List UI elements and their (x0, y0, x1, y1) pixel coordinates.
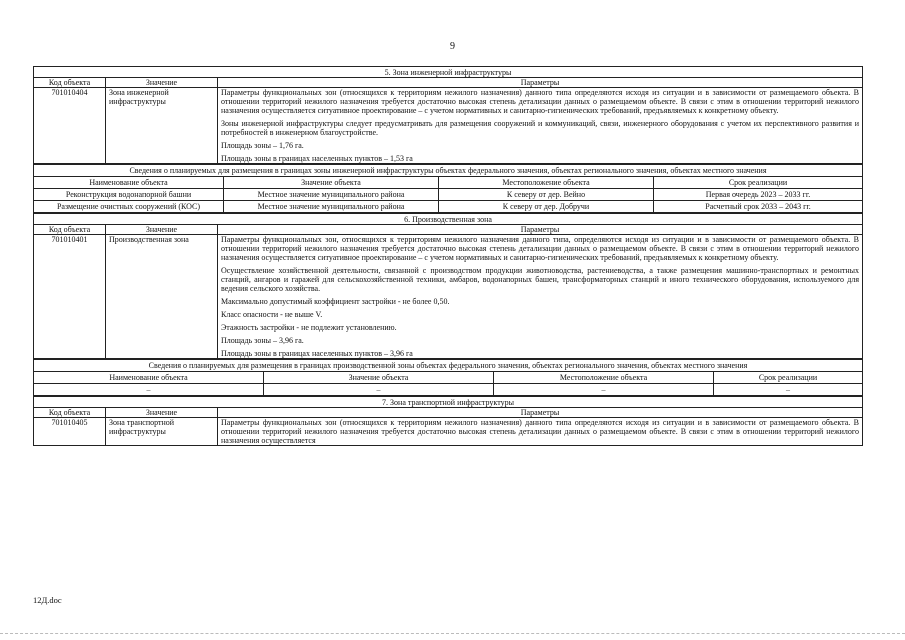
table-row (34, 201, 863, 213)
object-code: 701010401 (34, 235, 106, 359)
zone-table-transport (33, 396, 863, 446)
plan-cell-name: – (34, 384, 264, 396)
planned-objects-table-production (33, 359, 863, 396)
plan-cell-location: К северу от дер. Вейно (439, 189, 654, 201)
plan-cell-name: Реконструкция водонапорной башни (34, 189, 224, 201)
plan-cell-location: – (494, 384, 714, 396)
object-code: 701010405 (34, 418, 106, 446)
plan-header-location: Местоположение объекта (494, 372, 714, 384)
param-paragraph: Зоны инженерной инфраструктуры следует предусматривать для размещения сооружений и коммуникаций, связи, инженерного оборудования с учетом их перспективного развития и потребностей в инженерном благоустройстве. (221, 119, 859, 137)
footer-filename: 12Д.doc (33, 595, 62, 605)
column-header-params: Параметры (218, 78, 863, 88)
page-edge-divider (0, 633, 905, 634)
zone-value: Производственная зона (106, 235, 218, 359)
section-title: 6. Производственная зона (34, 214, 863, 225)
column-header-value: Значение (106, 78, 218, 88)
column-header-params: Параметры (218, 408, 863, 418)
plan-cell-significance: – (264, 384, 494, 396)
column-header-code: Код объекта (34, 225, 106, 235)
plan-cell-term: – (714, 384, 863, 396)
plan-cell-term: Первая очередь 2023 – 2033 гг. (654, 189, 863, 201)
column-header-code: Код объекта (34, 408, 106, 418)
param-paragraph: Параметры функциональных зон (относящихся к территориям нежилого назначения) данного типа определяются исходя из ситуации и в зависимости от размещаемого объекта. В отношении территорий нежилого назначения требуется достаточно высокая степень детализации данных о размещаемом объекте. В связи с этим в отношении территорий нежилого назначения осуществляется (221, 418, 859, 445)
param-paragraph: Параметры функциональных зон (относящихся к территориям нежилого назначения) данного типа определяются исходя из ситуации и в зависимости от размещаемого объекта. В отношении территорий нежилого назначения требуется достаточно высокая степень детализации данных о размещаемом объекте. В связи с этим в отношении территорий нежилого назначения осуществляется ситуативное проектирование – с учетом нормативных и санитарно-гигиенических требований, предъявляемых к конкретному объекту. (221, 88, 859, 115)
param-paragraph: Площадь зоны – 1,76 га. (221, 141, 304, 150)
param-paragraph: Площадь зоны в границах населенных пунктов – 3,96 га (221, 349, 413, 358)
plan-header-term: Срок реализации (654, 177, 863, 189)
table-row (34, 189, 863, 201)
zone-value: Зона транспортной инфраструктуры (106, 418, 218, 446)
plan-header-name: Наименование объекта (34, 177, 224, 189)
section-title: 5. Зона инженерной инфраструктуры (34, 67, 863, 78)
column-header-value: Значение (106, 225, 218, 235)
zone-parameters (218, 235, 863, 359)
plan-cell-significance: Местное значение муниципального района (224, 189, 439, 201)
column-header-code: Код объекта (34, 78, 106, 88)
param-paragraph: Класс опасности - не выше V. (221, 310, 323, 319)
plan-cell-term: Расчетный срок 2033 – 2043 гг. (654, 201, 863, 213)
table-row (34, 384, 863, 396)
plan-cell-location: К северу от дер. Добручи (439, 201, 654, 213)
object-code: 701010404 (34, 88, 106, 164)
planned-objects-table-engineering (33, 164, 863, 213)
zone-parameters (218, 418, 863, 446)
param-paragraph: Осуществление хозяйственной деятельности, связанной с производством продукции животноводства, растениеводства, а также размещения машинно-транспортных и ремонтных станций, ангаров и гаражей для сельскохозяйственной техники, амбаров, водонапорных башен, трансформаторных станций и иного технического оборудования, используемого для ведения сельского хозяйства. (221, 266, 859, 293)
plan-cell-significance: Местное значение муниципального района (224, 201, 439, 213)
plan-header-location: Местоположение объекта (439, 177, 654, 189)
planned-objects-title: Сведения о планируемых для размещения в границах производственной зоны объектах федерального значения, объектах регионального значения, объектах местного значения (34, 360, 863, 372)
column-header-params: Параметры (218, 225, 863, 235)
zone-parameters (218, 88, 863, 164)
plan-header-term: Срок реализации (714, 372, 863, 384)
plan-header-name: Наименование объекта (34, 372, 264, 384)
planned-objects-title: Сведения о планируемых для размещения в границах зоны инженерной инфраструктуры объектах федерального значения, объектах регионального значения, объектах местного значения (34, 165, 863, 177)
param-paragraph: Параметры функциональных зон, относящихся к территориям нежилого назначения данного типа, определяются исходя из ситуации и в зависимости от размещаемого объекта. В отношении территорий нежилого назначения требуется достаточно высокая степень детализации данных о размещаемом объекте. В связи с этим в отношении территорий нежилого назначения осуществляется ситуативное проектирование – с учетом нормативных и санитарно-гигиенических требований, предъявляемых к конкретному объекту. (221, 235, 859, 262)
plan-cell-name: Размещение очистных сооружений (КОС) (34, 201, 224, 213)
zone-table-engineering (33, 66, 863, 164)
page-number: 9 (450, 41, 455, 52)
zone-table-production (33, 213, 863, 359)
param-paragraph: Площадь зоны в границах населенных пунктов – 1,53 га (221, 154, 413, 163)
plan-header-significance: Значение объекта (264, 372, 494, 384)
param-paragraph: Этажность застройки - не подлежит установлению. (221, 323, 397, 332)
section-title: 7. Зона транспортной инфраструктуры (34, 397, 863, 408)
column-header-value: Значение (106, 408, 218, 418)
param-paragraph: Площадь зоны – 3,96 га. (221, 336, 304, 345)
zone-value: Зона инженерной инфраструктуры (106, 88, 218, 164)
table-row (34, 235, 863, 359)
table-row (34, 88, 863, 164)
table-row (34, 418, 863, 446)
plan-header-significance: Значение объекта (224, 177, 439, 189)
document-body (33, 66, 863, 446)
param-paragraph: Максимально допустимый коэффициент застройки - не более 0,50. (221, 297, 450, 306)
